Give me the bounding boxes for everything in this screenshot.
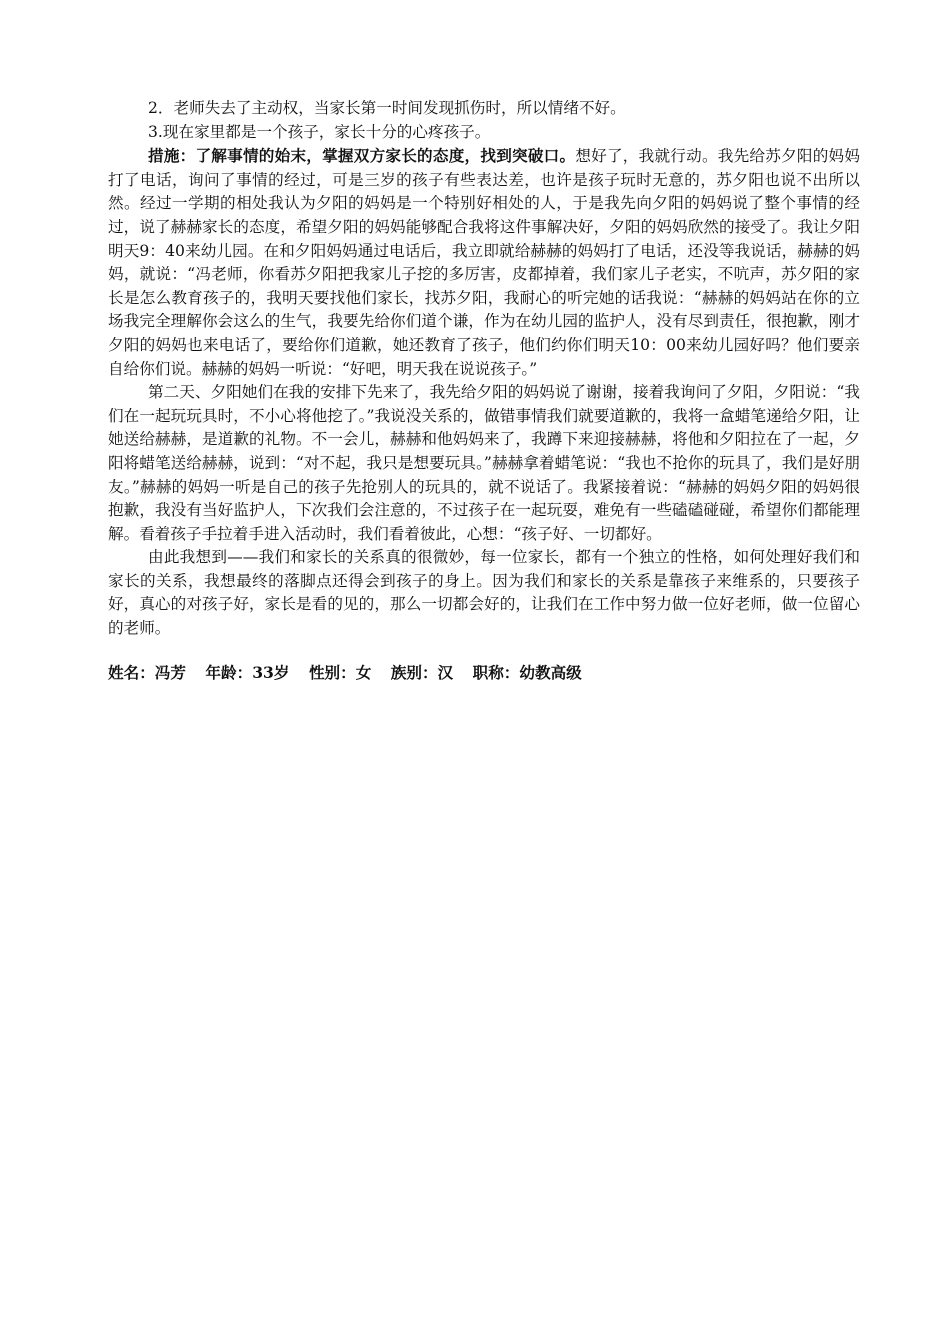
measure-body: 想好了，我就行动。我先给苏夕阳的妈妈打了电话，询问了事情的经过，可是三岁的孩子有些表达差，也许是孩子玩时无意的，苏夕阳也说不出所以然。经过一学期的相处我认为夕阳的妈妈是一个特别好相处的人，于是我先向夕阳的妈妈说了整个事情的经过，说了赫赫家长的态度，希望夕阳的妈妈能够配合我将这件事解决好，夕阳的妈妈欣然的接受了。我让夕阳明天9：40来幼儿园。在和夕阳妈妈通过电话后，我立即就给赫赫的妈妈打了电话，还没等我说话，赫赫的妈妈，就说：“冯老师，你看苏夕阳把我家儿子挖的多厉害，皮都掉着，我们家儿子老实，不吭声，苏夕阳的家长是怎么教育孩子的，我明天要找他们家长，找苏夕阳，我耐心的听完她的话我说：“赫赫的妈妈站在你的立场我完全理解你会这么的生气，我要先给你们道个谦，作为在幼儿园的监护人，没有尽到责任，很抱歉，刚才夕阳的妈妈也来电话了，要给你们道歉，她还教育了孩子，他们约你们明天10：00来幼儿园好吗？他们要亲自给你们说。赫赫的妈妈一听说：“好吧，明天我在说说孩子。”: [108, 147, 860, 378]
reason-2-paragraph: 2．老师失去了主动权，当家长第一时间发现抓伤时，所以情绪不好。: [148, 99, 626, 117]
author-gender: 性别：女: [308, 662, 372, 682]
document-body: [108, 97, 860, 684]
author-title: 职称：幼教高级: [472, 662, 582, 682]
second-day-paragraph: 第二天、夕阳她们在我的安排下先来了，我先给夕阳的妈妈说了谢谢，接着我询问了夕阳，夕阳说：“我们在一起玩玩具时，不小心将他挖了。”我说没关系的，做错事情我们就要道歉的，我将一盒蜡笔递给夕阳，让她送给赫赫，是道歉的礼物。不一会儿，赫赫和他妈妈来了，我蹲下来迎接赫赫，将他和夕阳拉在了一起，夕阳将蜡笔送给赫赫，说到：“对不起，我只是想要玩具。”赫赫拿着蜡笔说：“我也不抢你的玩具了，我们是好朋友。”赫赫的妈妈一听是自己的孩子先抢别人的玩具的，就不说话了。我紧接着说：“赫赫的妈妈夕阳的妈妈很抱歉，我没有当好监护人，下次我们会注意的，不过孩子在一起玩耍，难免有一些磕磕碰碰，希望你们都能理解。看着孩子手拉着手进入活动时，我们看着彼此，心想：“孩子好、一切都好。: [108, 383, 860, 543]
author-name: 姓名：冯芳: [108, 662, 186, 682]
conclusion-paragraph: 由此我想到——我们和家长的关系真的很微妙，每一位家长，都有一个独立的性格，如何处理好我们和家长的关系，我想最终的落脚点还得会到孩子的身上。因为我们和家长的关系是靠孩子来维系的，只要孩子好，真心的对孩子好，家长是看的见的，那么一切都会好的，让我们在工作中努力做一位好老师，做一位留心的老师。: [108, 548, 860, 638]
measure-heading: 措施：了解事情的始末，掌握双方家长的态度，找到突破口。: [148, 146, 576, 166]
author-ethnicity: 族别：汉: [390, 662, 454, 682]
measure-paragraph: [108, 144, 860, 381]
author-age: 年龄：33岁: [205, 662, 290, 682]
author-info: [108, 661, 860, 685]
reason-3-paragraph: 3.现在家里都是一个孩子，家长十分的心疼孩子。: [148, 122, 491, 141]
